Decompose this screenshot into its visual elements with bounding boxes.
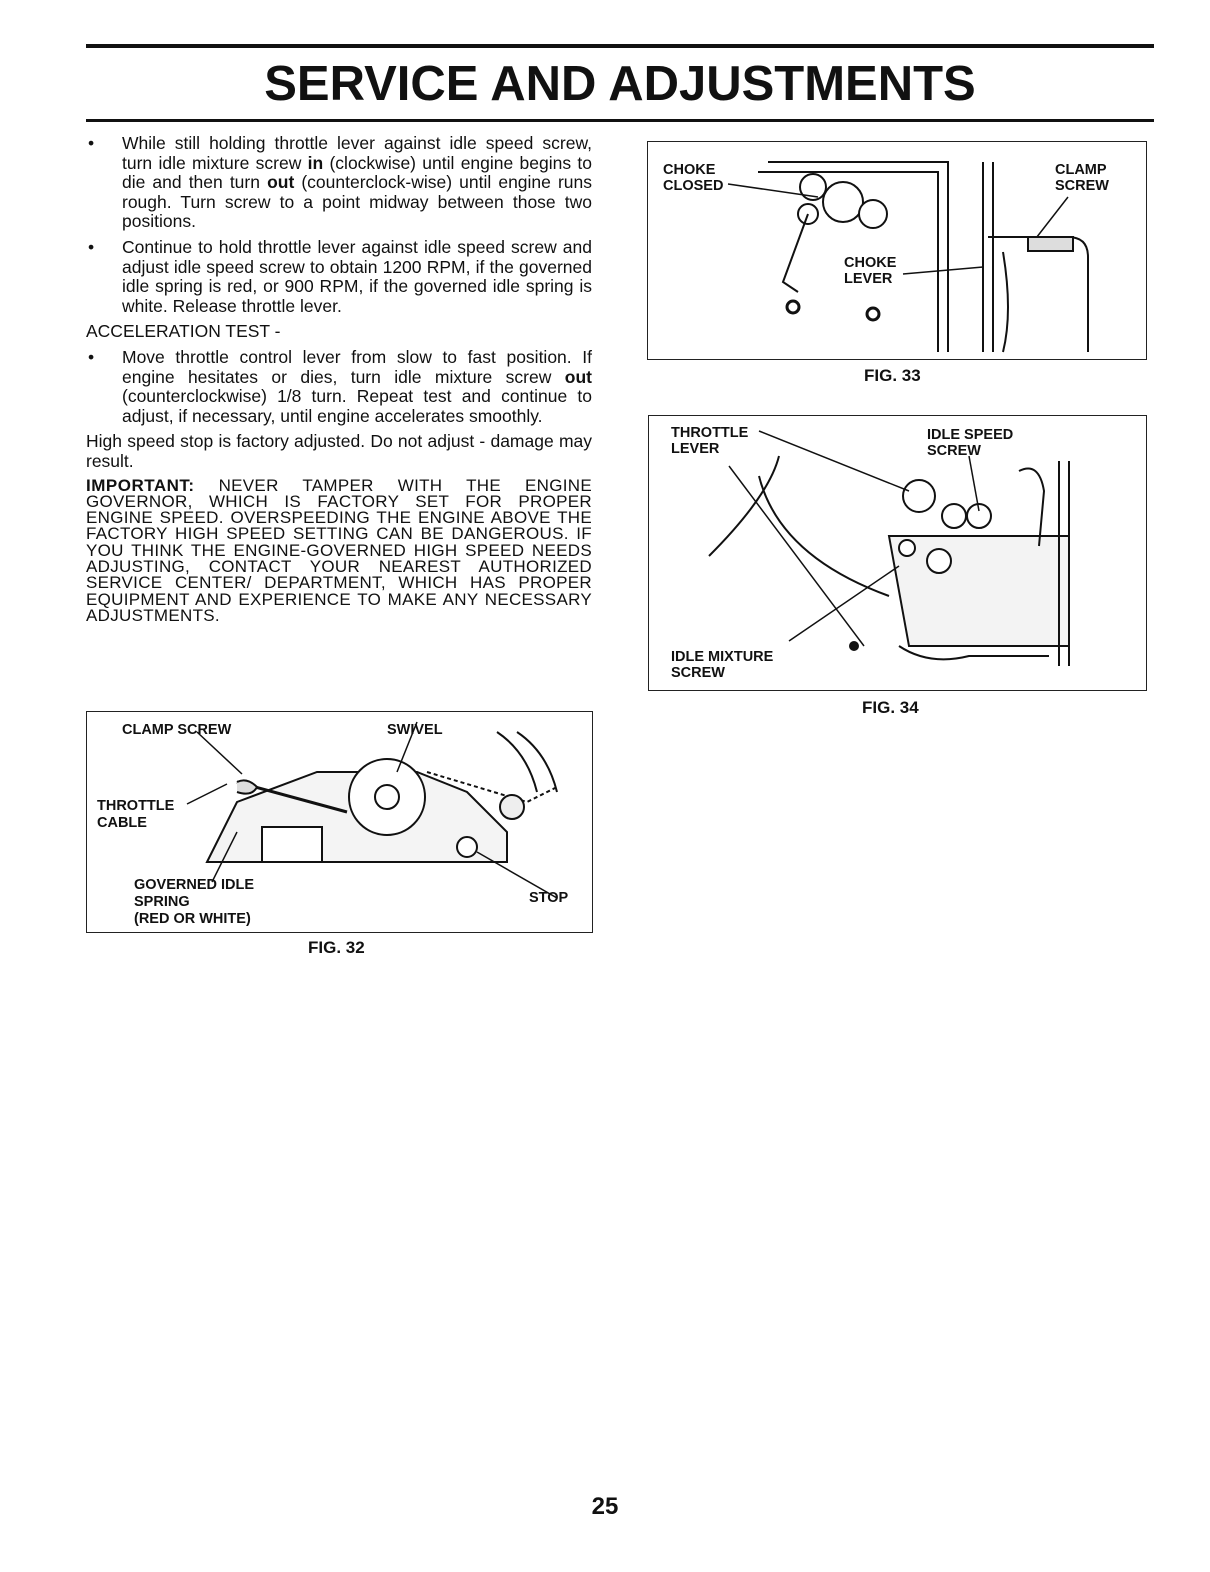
fig34-label-lever: LEVER [671, 441, 720, 457]
fig34-label-idle-speed: IDLE SPEED [927, 427, 1014, 443]
bullet-idle-speed: • Continue to hold throttle lever against idle speed screw and adjust idle speed screw to obtain 1200 RPM, if the governed idle spring is red, or 900 RPM, if the governed idle spring is white. Release throttle lever. [88, 236, 592, 316]
fig33-label-choke-lever-1: CHOKE [844, 255, 897, 271]
title-underline [86, 119, 1154, 122]
fig32-label-stop: STOP [529, 890, 569, 906]
fig32-label-spring: SPRING [134, 894, 190, 910]
fig34-box [648, 415, 1147, 691]
bullet-dot: • [88, 236, 95, 257]
bullet-acceleration: • Move throttle control lever from slow to fast position. If engine hesitates or dies, turn idle mixture screw out (counterclockwise) 1/8 turn. Repeat test and continue to adjust, if necessary, until engine accelerates smoothly. [88, 346, 592, 426]
fig34-label-throttle: THROTTLE [671, 425, 749, 441]
fig32-label-cable: CABLE [97, 815, 147, 831]
fig33-label-screw: SCREW [1055, 178, 1109, 194]
top-rule [86, 44, 1154, 48]
fig32-label-swivel: SWIVEL [387, 722, 443, 738]
high-speed-note: High speed stop is factory adjusted. Do not adjust - damage may result. [86, 431, 592, 471]
fig32-label-red-or-white: (RED OR WHITE) [134, 911, 251, 927]
fig34-label-screw: SCREW [927, 443, 981, 459]
page-number: 25 [591, 1493, 619, 1520]
fig34-label-idle-mixture: IDLE MIXTURE [671, 649, 774, 665]
page-title: SERVICE AND ADJUSTMENTS [264, 57, 976, 111]
fig33-label-closed: CLOSED [663, 178, 724, 194]
acceleration-test-heading: ACCELERATION TEST - [86, 321, 281, 342]
fig32-label-governed-idle: GOVERNED IDLE [134, 877, 255, 893]
fig33-caption: FIG. 33 [864, 366, 921, 385]
bullet-dot: • [88, 133, 95, 153]
fig32-box [86, 711, 593, 933]
fig32-label-throttle: THROTTLE [97, 798, 175, 814]
fig34-label-screw-2: SCREW [671, 665, 725, 681]
fig32-label-clamp-screw: CLAMP SCREW [122, 722, 232, 738]
fig33-label-clamp: CLAMP [1055, 162, 1107, 178]
important-warning: IMPORTANT: NEVER TAMPER WITH THE ENGINE GOVERNOR, WHICH IS FACTORY SET FOR PROPER ENGINE SPEED. OVERSPEEDING THE ENGINE ABOVE THE FACTORY HIGH SPEED SETTING CAN BE DANGEROUS. IF YOU THINK THE ENGINE-GOVERNED HIGH SPEED NEEDS ADJUSTING, CONTACT YOUR NEAREST AUTHORIZED SERVICE CENTER/ DEPARTMENT, WHICH HAS PROPER EQUIPMENT AND EXPERIENCE TO MAKE ANY NECESSARY ADJUSTMENTS. [86, 475, 592, 625]
fig33-label-choke: CHOKE [663, 162, 716, 178]
fig33-box [647, 141, 1147, 360]
instructions-column [86, 134, 592, 624]
fig33-label-choke-lever-2: LEVER [844, 271, 893, 287]
fig32-caption: FIG. 32 [308, 938, 365, 957]
bullet-idle-mixture: • While still holding throttle lever against idle speed screw, turn idle mixture screw in (clockwise) until engine begins to die and then turn out (counterclock-wise) until engine runs rough. Turn screw to a point midway between those two positions. [88, 133, 592, 232]
fig34-caption: FIG. 34 [862, 698, 919, 717]
bullet-dot: • [88, 346, 95, 367]
